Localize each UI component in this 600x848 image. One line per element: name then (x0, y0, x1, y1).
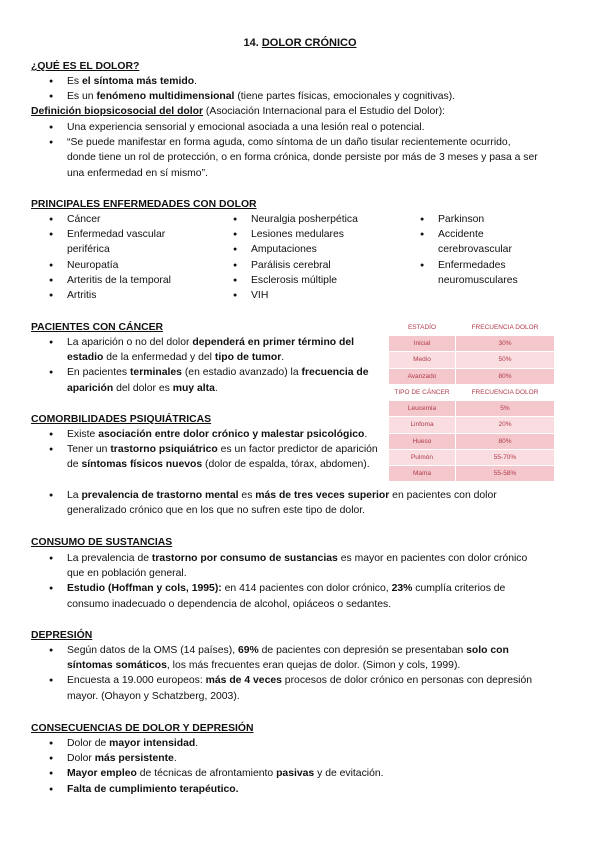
list-item: ● Neuralgia posherpética (233, 212, 403, 227)
table-row: Pulmón 55-70% (389, 449, 555, 465)
list-item: ● Artritis (49, 288, 184, 303)
stage-frequency-table (388, 319, 555, 385)
cancer-type-table (388, 384, 555, 482)
page-title: 14. DOLOR CRÓNICO (243, 37, 357, 49)
list-item: ● Lesiones medulares (233, 227, 403, 242)
list-item: ● Amputaciones (233, 242, 403, 257)
list-item: ● Es el síntoma más temido. (49, 74, 549, 89)
section-body (49, 736, 539, 797)
list-item: ● Una experiencia sensorial y emocional asociada a una lesión real o potencial. (49, 120, 539, 135)
table-row: Linfoma 20% (389, 417, 555, 433)
list-item: ● Accidente cerebrovascular (420, 227, 540, 257)
list-item: ● Parkinson (420, 212, 540, 227)
list-item: ● Enfermedades neuromusculares (420, 258, 540, 288)
list-item: ● Existe asociación entre dolor crónico y malestar psicológico. (49, 427, 379, 442)
section-body (49, 643, 541, 704)
section-body (49, 551, 539, 612)
section-body (49, 488, 539, 518)
list-item: ● VIH (233, 288, 403, 303)
list-item: ● Cáncer (49, 212, 184, 227)
list-item: ● Tener un trastorno psiquiátrico es un factor predictor de aparición de síntomas físicos nuevos (dolor de espalda, tórax, abdomen). (49, 442, 379, 472)
section-body (49, 335, 379, 396)
list-item: ● Mayor empleo de técnicas de afrontamiento pasivas y de evitación. (49, 766, 539, 781)
list-item: ● Dolor de mayor intensidad. (49, 736, 539, 751)
list-item: ● Esclerosis múltiple (233, 273, 403, 288)
section-heading: CONSUMO DE SUSTANCIAS (31, 537, 173, 548)
table-row: Medio 50% (389, 352, 555, 368)
list-item: ● Neuropatía (49, 258, 184, 273)
section-heading: PACIENTES CON CÁNCER (31, 322, 164, 333)
section-body (49, 120, 539, 181)
list-item: ● En pacientes terminales (en estadio avanzado) la frecuencia de aparición del dolor es muy alta. (49, 365, 379, 395)
table-row: Hueso 80% (389, 433, 555, 449)
list-item: ● La prevalencia de trastorno mental es más de tres veces superior en pacientes con dolor generalizado crónico que en los que no sufren este tipo de dolor. (49, 488, 539, 518)
list-item: ● Estudio (Hoffman y cols, 1995): en 414 pacientes con dolor crónico, 23% cumplía criterios de consumo inadecuado o dependencia de alcohol, opiáceos o sedantes. (49, 581, 539, 611)
list-item: ● Encuesta a 19.000 europeos: más de 4 veces procesos de dolor crónico en personas con depresión mayor. (Ohayon y Schatzberg, 2003). (49, 673, 541, 703)
list-item: ● Según datos de la OMS (14 países), 69% de pacientes con depresión se presentaban solo con síntomas somáticos, los más frecuentes eran quejas de dolor. (Simon y cols, 1999). (49, 643, 541, 673)
table-header: FRECUENCIA DOLOR (456, 385, 555, 401)
section-heading: PRINCIPALES ENFERMEDADES CON DOLOR (31, 199, 257, 210)
section-heading: CONSECUENCIAS DE DOLOR Y DEPRESIÓN (31, 723, 254, 734)
table-row: Avanzado 80% (389, 368, 555, 384)
list-item: ● Es un fenómeno multidimensional (tiene partes físicas, emocionales y cognitivas). (49, 89, 549, 104)
list-item: ● Parálisis cerebral (233, 258, 403, 273)
disease-column-1 (49, 212, 184, 303)
table-header: ESTADÍO (389, 320, 456, 336)
list-item: ● “Se puede manifestar en forma aguda, como síntoma de un daño tisular recientemente ocurrido, donde tiene un rol de protección, o en forma crónica, donde persiste por más de 3 meses y pasa a ser una enfermedad en sí mismo”. (49, 135, 539, 181)
table-header: FRECUENCIA DOLOR (456, 320, 555, 336)
list-item: ● Enfermedad vascular periférica (49, 227, 184, 257)
table-row: Inicial 30% (389, 336, 555, 352)
section-heading: COMORBILIDADES PSIQUIÁTRICAS (31, 414, 212, 425)
list-item: ● La prevalencia de trastorno por consumo de sustancias es mayor en pacientes con dolor crónico que en población general. (49, 551, 539, 581)
section-body (49, 74, 549, 104)
section-heading: DEPRESIÓN (31, 630, 93, 641)
list-item: ● Dolor más persistente. (49, 751, 539, 766)
disease-column-2 (233, 212, 403, 303)
section-heading: ¿QUÉ ES EL DOLOR? (31, 61, 140, 72)
disease-column-3 (420, 212, 540, 288)
list-item: ● Falta de cumplimiento terapéutico. (49, 782, 539, 797)
definition-line: Definición biopsicosocial del dolor (Asociación Internacional para el Estudio del Dolor): (31, 106, 446, 117)
table-row: Leucemia 5% (389, 401, 555, 417)
table-header: TIPO DE CÁNCER (389, 385, 456, 401)
list-item: ● La aparición o no del dolor dependerá en primer término del estadio de la enfermedad y del tipo de tumor. (49, 335, 379, 365)
list-item: ● Arteritis de la temporal (49, 273, 184, 288)
section-body (49, 427, 379, 473)
table-row: Mama 55-58% (389, 466, 555, 482)
